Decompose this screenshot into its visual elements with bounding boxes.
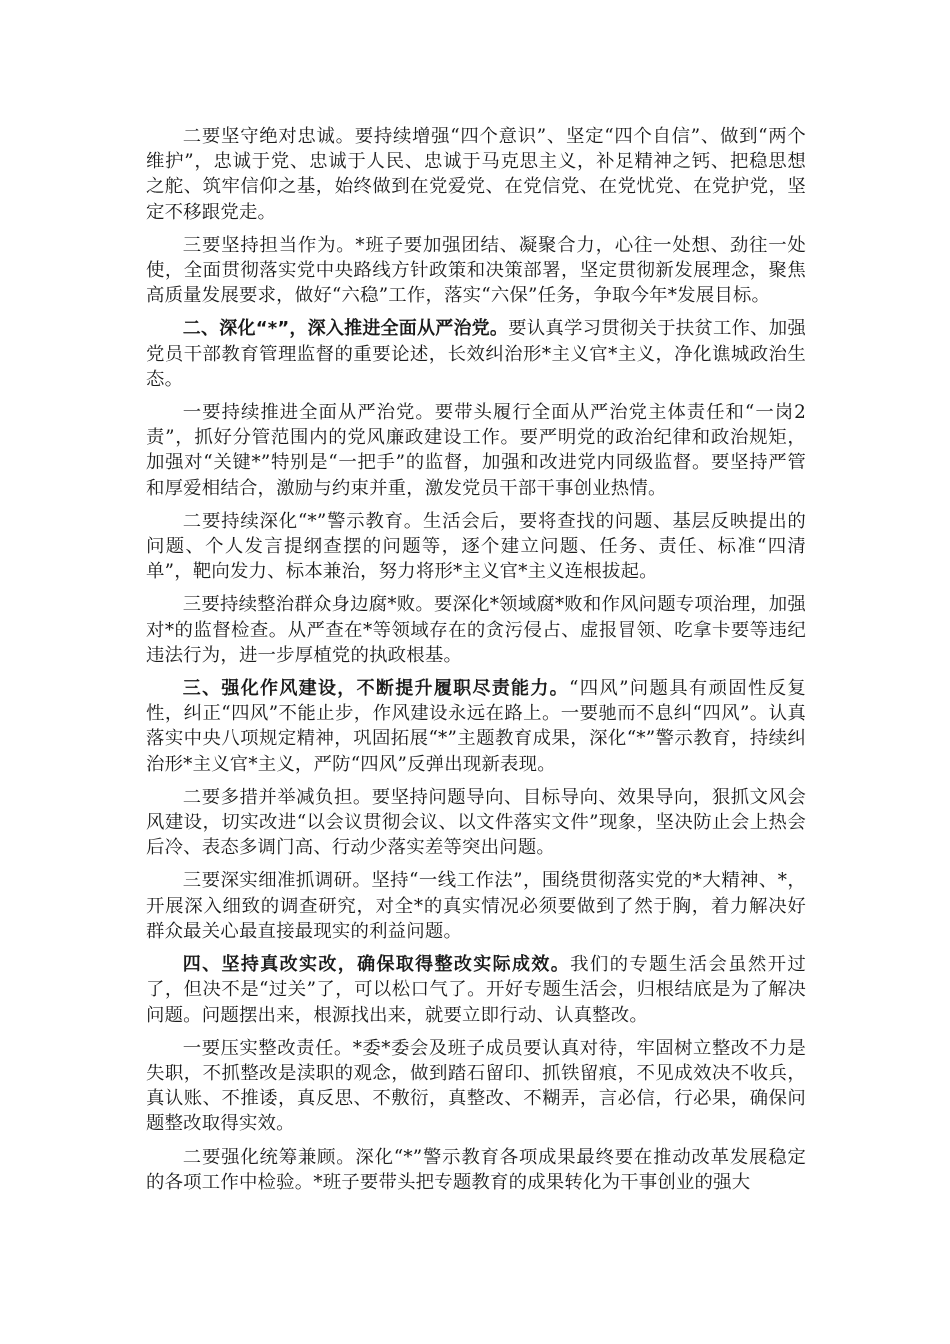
section-heading: 四、坚持真改实改，确保取得整改实际成效。	[182, 954, 571, 976]
paragraph	[146, 952, 806, 1028]
paragraph	[146, 1036, 806, 1137]
section-heading: 二、深化“*”，深入推进全面从严治党。	[182, 318, 509, 340]
paragraph	[146, 676, 806, 777]
paragraph-text: 二要多措并举减负担。要坚持问题导向、目标导向、效果导向，狠抓文风会风建设，切实改进“以会议贯彻会议、以文件落实文件”现象，坚决防止会上热会后冷、表态多调门高、行动少落实差等突出问题。	[146, 786, 806, 859]
paragraph	[146, 316, 806, 392]
paragraph	[146, 509, 806, 585]
paragraph	[146, 400, 806, 501]
paragraph	[146, 868, 806, 944]
paragraph-text: 要认真学习贯彻关于扶贫工作、加强党员干部教育管理监督的重要论述，长效纠治形*主义官*主义，净化谯城政治生态。	[146, 318, 807, 390]
section-heading: 三、强化作风建设，不断提升履职尽责能力。	[182, 678, 569, 700]
paragraph	[146, 592, 806, 668]
document-body	[146, 124, 806, 1203]
paragraph-text: 三要坚持担当作为。*班子要加强团结、凝聚合力，心往一处想、劲往一处使，全面贯彻落实党中央路线方针政策和决策部署，坚定贯彻新发展理念，聚焦高质量发展要求，做好“六稳”工作，落实“六保”任务，争取今年*发展目标。	[146, 234, 806, 307]
paragraph	[146, 233, 806, 309]
paragraph	[146, 1145, 806, 1195]
paragraph-text: 三要持续整治群众身边腐*败。要深化*领域腐*败和作风问题专项治理，加强对*的监督检查。从严查在*等领域存在的贪污侵占、虚报冒领、吃拿卡要等违纪违法行为，进一步厚植党的执政根基。	[146, 594, 806, 666]
paragraph	[146, 124, 806, 225]
paragraph-text: 我们的专题生活会虽然开过了，但决不是“过关”了，可以松口气了。开好专题生活会，归根结底是为了解决问题。问题摆出来，根源找出来，就要立即行动、认真整改。	[146, 954, 806, 1026]
paragraph-text: 二要持续深化“*”警示教育。生活会后，要将查找的问题、基层反映提出的问题、个人发言提纲查摆的问题等，逐个建立问题、任务、责任、标准“四清单”，靶向发力、标本兼治，努力将形*主义官*主义连根拔起。	[146, 510, 806, 583]
paragraph-text: 一要持续推进全面从严治党。要带头履行全面从严治党主体责任和“一岗2责”，抓好分管范围内的党风廉政建设工作。要严明党的政治纪律和政治规矩，加强对“关键*”特别是“一把手”的监督，加强和改进党内同级监督。要坚持严管和厚爱相结合，激励与约束并重，激发党员干部干事创业热情。	[146, 402, 806, 499]
paragraph-text: “四风”问题具有顽固性反复性，纠正“四风”不能止步，作风建设永远在路上。一要驰而不息纠“四风”。认真落实中央八项规定精神，巩固拓展“*”主题教育成果，深化“*”警示教育，持续纠治形*主义官*主义，严防“四风”反弹出现新表现。	[146, 678, 806, 775]
paragraph-text: 一要压实整改责任。*委*委会及班子成员要认真对待，牢固树立整改不力是失职，不抓整改是渎职的观念，做到踏石留印、抓铁留痕，不见成效决不收兵，真认账、不推诿，真反思、不敷衍，真整改、不糊弄，言必信，行必果，确保问题整改取得实效。	[146, 1037, 806, 1135]
paragraph-text: 二要强化统筹兼顾。深化“*”警示教育各项成果最终要在推动改革发展稳定的各项工作中检验。*班子要带头把专题教育的成果转化为干事创业的强大	[146, 1146, 806, 1193]
paragraph-text: 二要坚守绝对忠诚。要持续增强“四个意识”、坚定“四个自信”、做到“两个维护”，忠诚于党、忠诚于人民、忠诚于马克思主义，补足精神之钙、把稳思想之舵、筑牢信仰之基，始终做到在党爱党、在党信党、在党忧党、在党护党，坚定不移跟党走。	[146, 126, 806, 223]
paragraph-text: 三要深实细准抓调研。坚持“一线工作法”，围绕贯彻落实党的*大精神、*，开展深入细致的调查研究，对全*的真实情况必须要做到了然于胸，着力解决好群众最关心最直接最现实的利益问题。	[146, 870, 806, 942]
paragraph	[146, 785, 806, 861]
